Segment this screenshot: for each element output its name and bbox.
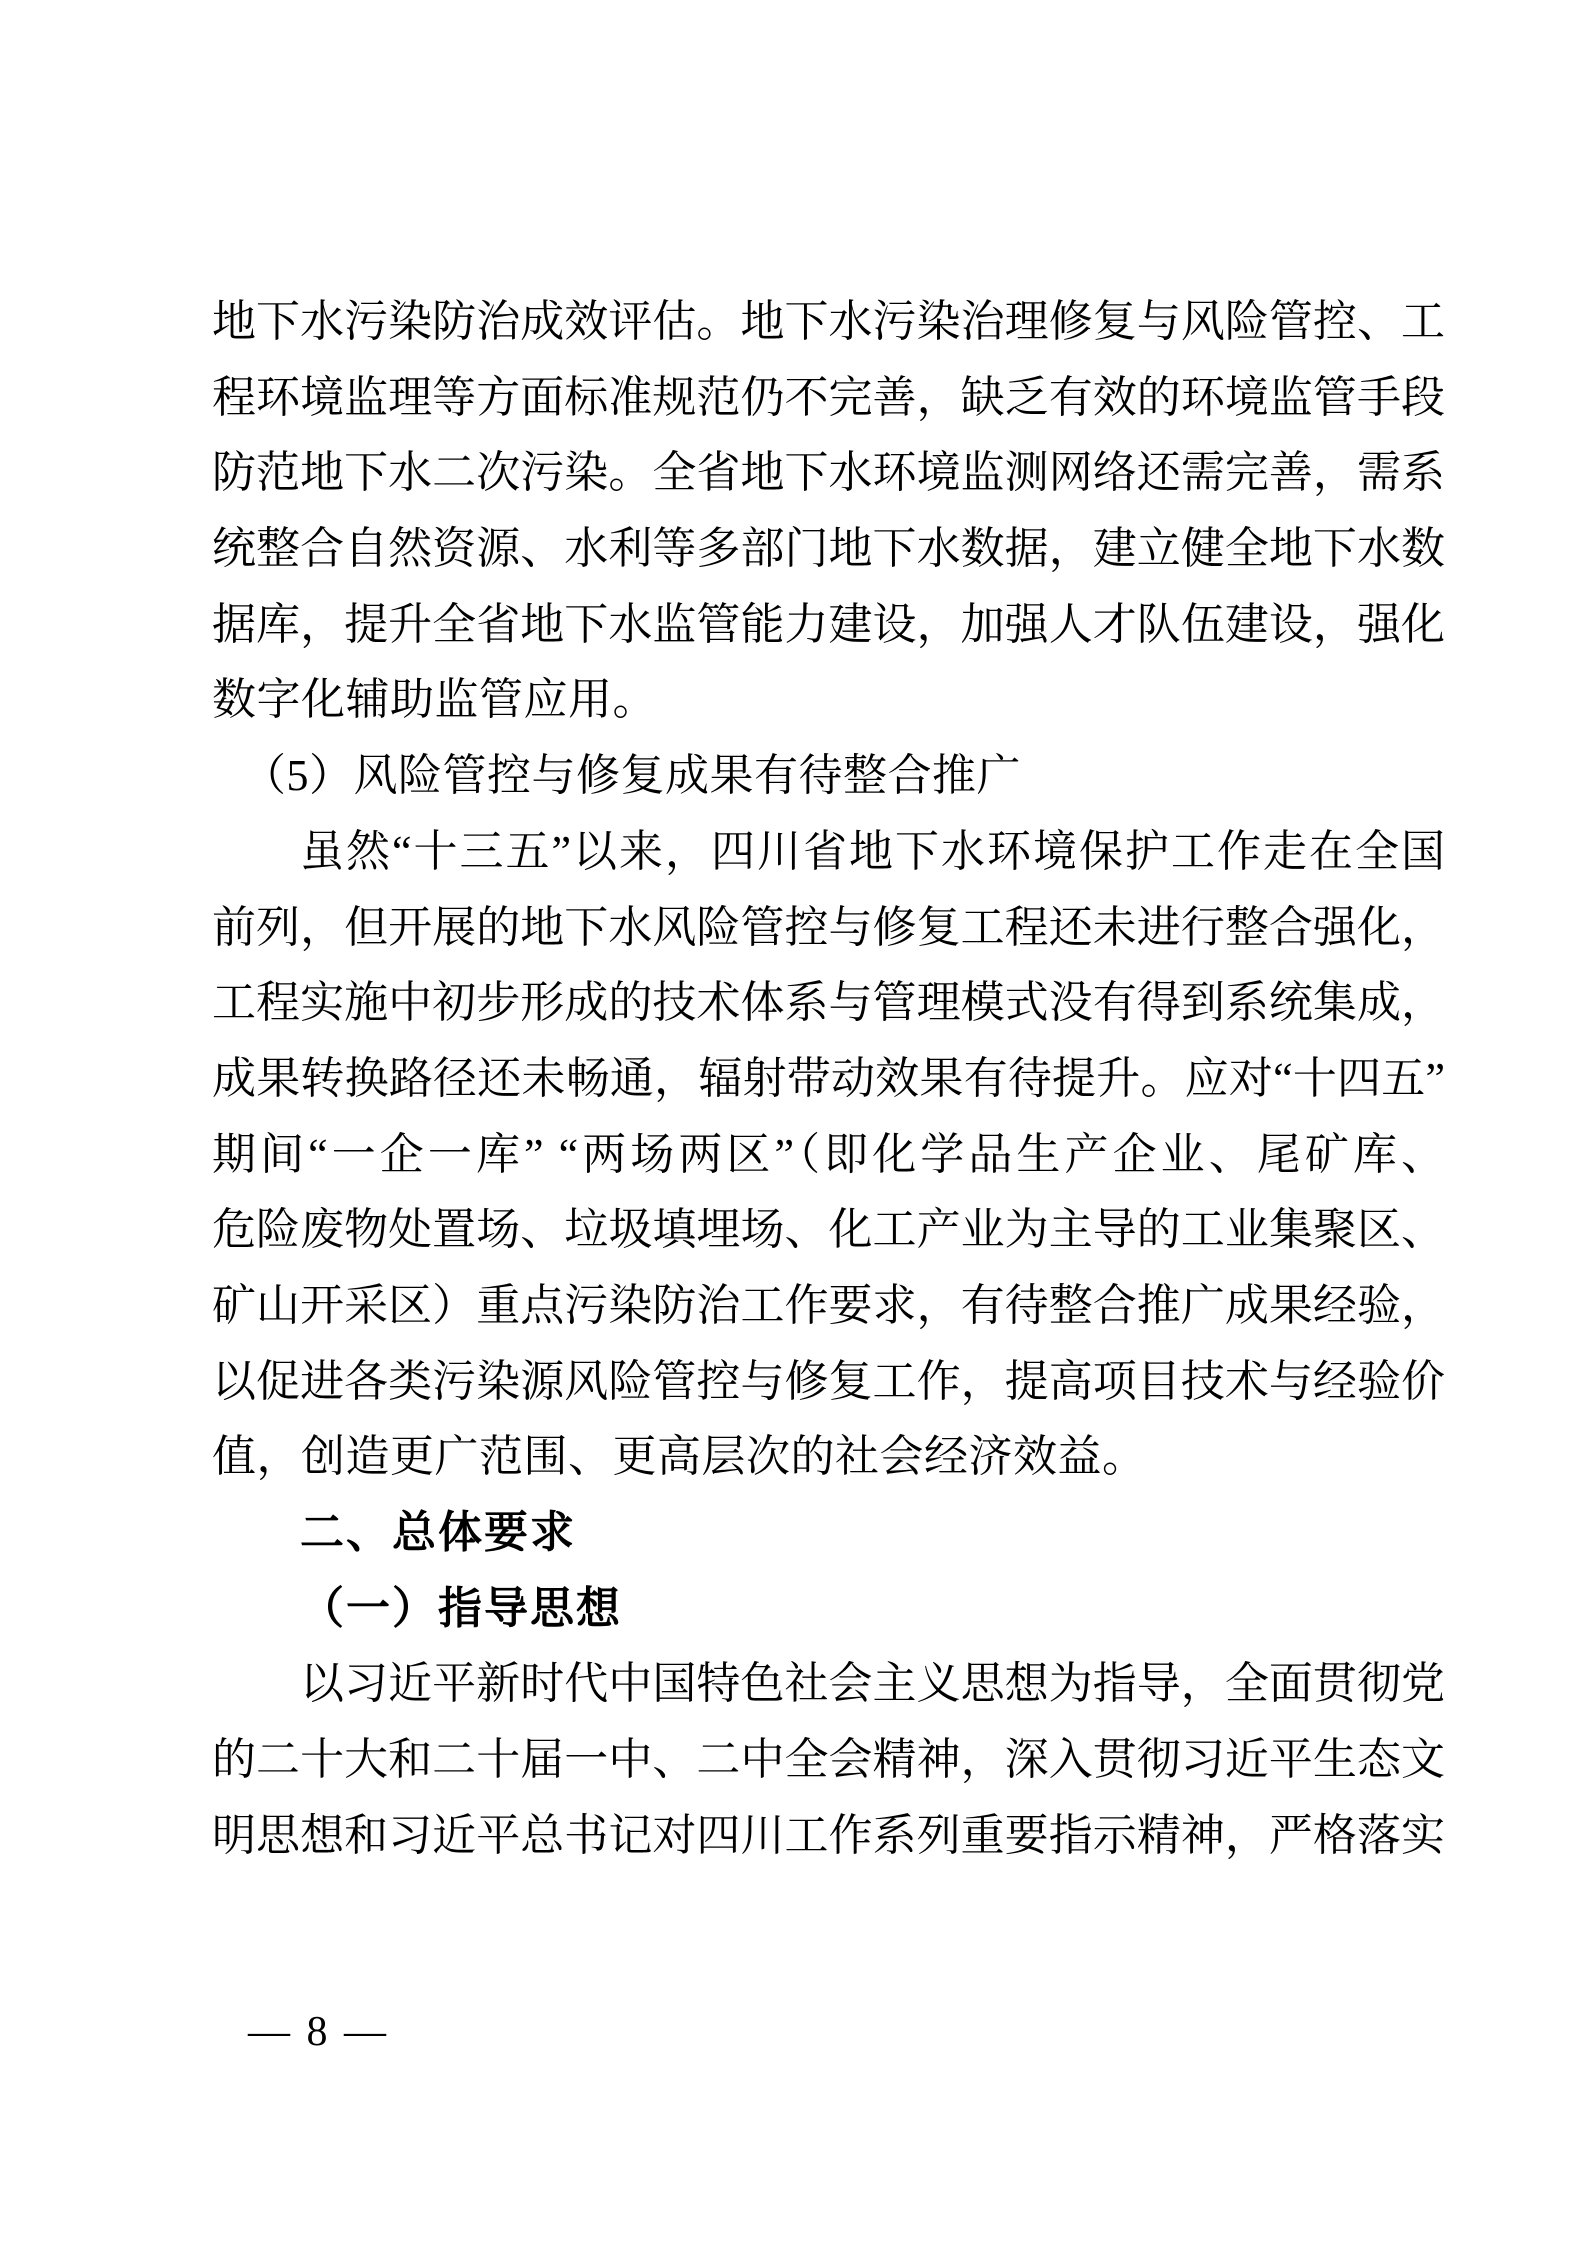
- text-line: 以促进各类污染源风险管控与修复工作，提高项目技术与经验价: [212, 1356, 1445, 1406]
- text-line: 数字化辅助监管应用。: [212, 675, 657, 725]
- text-line: 防范地下水二次污染。全省地下水环境监测网络还需完善，需系: [212, 448, 1445, 498]
- text-line: 矿山开采区）重点污染防治工作要求，有待整合推广成果经验，: [212, 1280, 1445, 1330]
- page-number: — 8 —: [248, 2009, 389, 2055]
- text-line: 虽然“十三五”以来，四川省地下水环境保护工作走在全国: [300, 826, 1445, 876]
- document-body: [212, 284, 1445, 1873]
- text-line: 危险废物处置场、垃圾填埋场、化工产业为主导的工业集聚区、: [212, 1205, 1445, 1255]
- text-line: 明思想和习近平总书记对四川工作系列重要指示精神，严格落实: [212, 1810, 1445, 1860]
- text-line: 的二十大和二十届一中、二中全会精神，深入贯彻习近平生态文: [212, 1735, 1445, 1785]
- text-line: 程环境监理等方面标准规范仍不完善，缺乏有效的环境监管手段: [212, 372, 1445, 422]
- text-line: 地下水污染防治成效评估。地下水污染治理修复与风险管控、工: [212, 297, 1445, 346]
- text-line: 统整合自然资源、水利等多部门地下水数据，建立健全地下水数: [212, 524, 1445, 574]
- section-heading: 二、总体要求: [300, 1508, 576, 1557]
- text-line: 前列，但开展的地下水风险管控与修复工程还未进行整合强化，: [212, 902, 1445, 952]
- text-line: 成果转换路径还未畅通，辐射带动效果有待提升。应对“十四五”: [212, 1053, 1445, 1103]
- text-line: 据库，提升全省地下水监管能力建设，加强人才队伍建设，强化: [212, 599, 1445, 649]
- text-line: 值，创造更广范围、更高层次的社会经济效益。: [212, 1432, 1147, 1482]
- text-line: 期间“一企一库” “两场两区”（即化学品生产企业、尾矿库、: [212, 1129, 1445, 1179]
- text-line: 工程实施中初步形成的技术体系与管理模式没有得到系统集成，: [212, 978, 1445, 1028]
- text-line: 以习近平新时代中国特色社会主义思想为指导，全面贯彻党: [300, 1659, 1445, 1709]
- text-line: （5）风险管控与修复成果有待整合推广: [242, 751, 1021, 801]
- subsection-heading: （一）指导思想: [300, 1583, 622, 1633]
